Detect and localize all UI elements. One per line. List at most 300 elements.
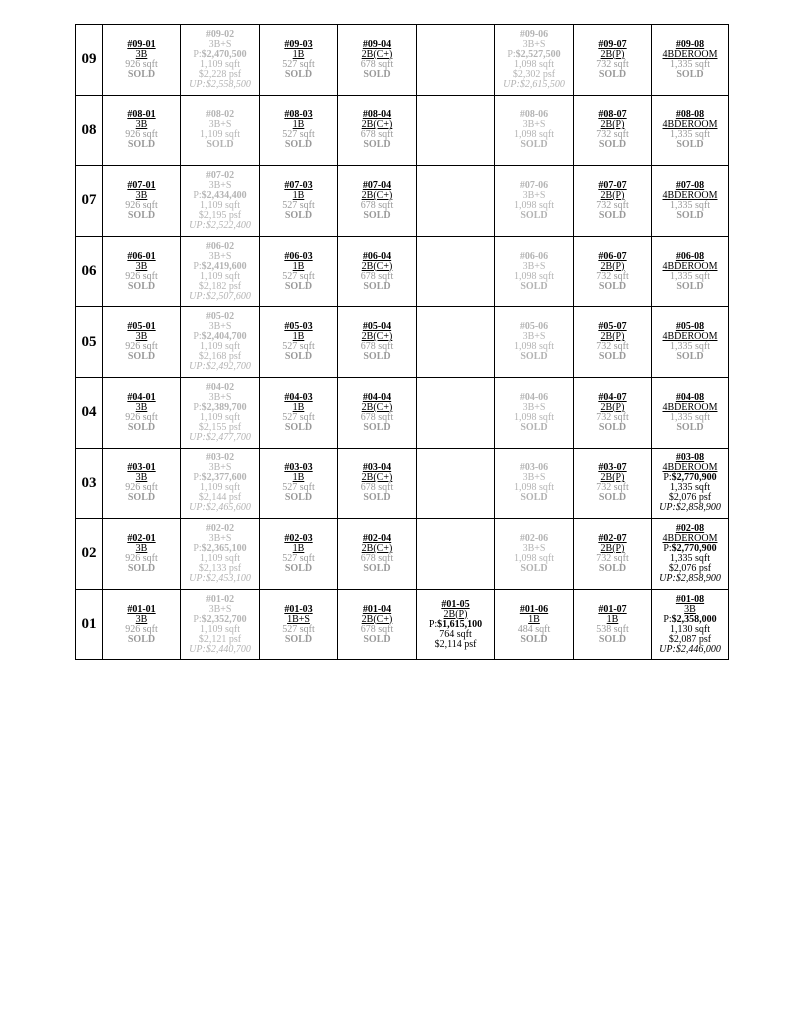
unit-area: 678 sqft: [360, 199, 394, 211]
unit-cell: [574, 519, 652, 590]
unit-upper-price: UP:$2,465,600: [189, 502, 251, 514]
unit-number: #02-08: [675, 522, 705, 534]
unit-type: 2B(C+): [361, 331, 393, 343]
unit-price: P:$2,358,000: [663, 613, 717, 625]
unit-price: P:$2,470,500: [193, 48, 247, 60]
unit-area: 527 sqft: [282, 411, 315, 423]
unit-cell: [495, 25, 574, 96]
unit-type: 2B(C+): [361, 472, 393, 484]
unit-type: 3B+S: [522, 38, 546, 50]
unit-psf: $2,121 psf: [198, 633, 242, 645]
unit-type: 2B(P): [600, 189, 625, 201]
unit-area: 732 sqft: [596, 129, 629, 141]
unit-type: 1B: [292, 542, 305, 554]
unit-area: 527 sqft: [282, 58, 315, 70]
unit-number: #04-02: [205, 381, 235, 393]
unit-cell: [338, 377, 417, 448]
unit-type: 1B: [292, 472, 305, 484]
unit-type: 2B(P): [443, 608, 468, 620]
unit-cell: [103, 377, 181, 448]
unit-type: 3B: [135, 542, 148, 554]
unit-area: 926 sqft: [125, 552, 158, 564]
unit-price: P:$2,770,900: [663, 472, 717, 484]
unit-psf: $2,133 psf: [198, 562, 242, 574]
unit-cell: [338, 589, 417, 660]
unit-cell: [260, 166, 338, 237]
sold-status: SOLD: [598, 562, 627, 574]
unit-cell: [181, 25, 260, 96]
unit-area: 732 sqft: [596, 199, 629, 211]
unit-area: 926 sqft: [125, 58, 158, 70]
unit-price: P:$2,419,600: [193, 260, 247, 272]
unit-area: 732 sqft: [596, 552, 629, 564]
unit-area: 678 sqft: [360, 129, 394, 141]
unit-number: #07-08: [675, 179, 705, 191]
sold-status: SOLD: [598, 421, 627, 433]
unit-cell: [495, 377, 574, 448]
floor-label: 09: [76, 25, 103, 96]
unit-type: 2B(C+): [361, 260, 393, 272]
unit-area: 538 sqft: [596, 623, 629, 635]
unit-type: 3B+S: [522, 331, 546, 343]
unit-number: #07-07: [598, 179, 627, 191]
unit-type: 4BDEROOM: [662, 48, 718, 60]
sold-status: SOLD: [363, 209, 391, 221]
unit-psf: $2,228 psf: [198, 68, 242, 80]
unit-area: 678 sqft: [360, 341, 394, 353]
unit-area: 1,109 sqft: [200, 341, 240, 353]
unit-number: #01-02: [205, 593, 235, 605]
sold-status: SOLD: [127, 351, 156, 363]
unit-type: 1B+S: [287, 613, 310, 625]
sold-status: SOLD: [363, 492, 391, 504]
unit-availability-table: [75, 24, 729, 660]
unit-area: 926 sqft: [125, 270, 158, 282]
sold-status: SOLD: [284, 351, 313, 363]
unit-number: #01-08: [675, 593, 705, 605]
unit-type: 3B+S: [208, 391, 232, 403]
unit-number: #04-04: [362, 391, 392, 403]
unit-number: #06-03: [284, 250, 313, 262]
unit-area: 678 sqft: [360, 58, 394, 70]
sold-status: SOLD: [363, 351, 391, 363]
unit-type: 3B: [135, 472, 148, 484]
floor-label: 06: [76, 236, 103, 307]
unit-price: P:$2,377,600: [193, 472, 247, 484]
unit-area: 1,098 sqft: [514, 270, 554, 282]
unit-cell: [574, 377, 652, 448]
floor-label: 02: [76, 519, 103, 590]
unit-cell: [652, 307, 729, 378]
unit-cell: [260, 448, 338, 519]
unit-cell: [652, 95, 729, 166]
unit-cell: [103, 589, 181, 660]
empty-unit-cell: [417, 236, 495, 307]
unit-number: #07-02: [205, 169, 235, 181]
floor-label: 08: [76, 95, 103, 166]
sold-status: SOLD: [520, 492, 548, 504]
sold-status: SOLD: [598, 492, 627, 504]
unit-cell: [103, 95, 181, 166]
unit-type: 1B: [292, 189, 305, 201]
unit-cell: [338, 519, 417, 590]
unit-cell: [103, 236, 181, 307]
sold-status: SOLD: [363, 68, 391, 80]
unit-number: #02-02: [205, 522, 235, 534]
unit-number: #08-02: [205, 109, 235, 121]
unit-type: 4BDEROOM: [662, 462, 718, 474]
unit-area: 732 sqft: [596, 58, 629, 70]
unit-number: #07-06: [519, 179, 549, 191]
unit-area: 1,109 sqft: [200, 552, 240, 564]
floor-row: [76, 95, 729, 166]
unit-area: 1,098 sqft: [514, 482, 554, 494]
unit-number: #09-06: [519, 28, 549, 40]
unit-cell: [260, 236, 338, 307]
unit-area: 732 sqft: [596, 341, 629, 353]
unit-area: 1,109 sqft: [200, 623, 240, 635]
empty-unit-cell: [417, 166, 495, 237]
unit-area: 1,335 sqft: [670, 482, 710, 494]
floor-row: [76, 448, 729, 519]
unit-cell: [181, 236, 260, 307]
floor-row: [76, 236, 729, 307]
sold-status: SOLD: [127, 139, 156, 151]
unit-type: 3B: [135, 613, 148, 625]
unit-psf: $2,168 psf: [198, 351, 242, 363]
unit-number: #03-08: [675, 452, 705, 464]
unit-type: 3B: [135, 119, 148, 131]
unit-number: #02-07: [598, 532, 627, 544]
unit-number: #08-03: [284, 109, 313, 121]
unit-cell: [417, 589, 495, 660]
unit-number: #09-02: [205, 28, 235, 40]
sold-status: SOLD: [676, 351, 704, 363]
unit-number: #08-01: [127, 109, 156, 121]
unit-area: 926 sqft: [125, 199, 158, 211]
unit-cell: [495, 519, 574, 590]
unit-area: 678 sqft: [360, 552, 394, 564]
unit-number: #09-01: [127, 38, 156, 50]
unit-number: #01-07: [598, 603, 627, 615]
unit-type: 3B+S: [522, 260, 546, 272]
unit-area: 926 sqft: [125, 623, 158, 635]
unit-type: 2B(C+): [361, 119, 393, 131]
unit-area: 926 sqft: [125, 129, 158, 141]
unit-cell: [652, 377, 729, 448]
unit-area: 527 sqft: [282, 199, 315, 211]
unit-area: 1,098 sqft: [514, 341, 554, 353]
unit-number: #06-06: [519, 250, 549, 262]
unit-number: #01-03: [284, 603, 313, 615]
sold-status: SOLD: [598, 351, 627, 363]
empty-unit-cell: [417, 25, 495, 96]
unit-number: #05-08: [675, 321, 705, 333]
unit-psf: $2,144 psf: [198, 492, 242, 504]
unit-type: 3B+S: [522, 189, 546, 201]
unit-type: 2B(C+): [361, 189, 393, 201]
floor-row: [76, 166, 729, 237]
unit-number: #02-04: [362, 532, 392, 544]
floor-row: [76, 25, 729, 96]
unit-type: 3B+S: [522, 542, 546, 554]
unit-area: 527 sqft: [282, 623, 315, 635]
unit-area: 678 sqft: [360, 623, 394, 635]
unit-upper-price: UP:$2,615,500: [503, 78, 565, 90]
floor-row: [76, 307, 729, 378]
unit-area: 732 sqft: [596, 270, 629, 282]
unit-cell: [103, 25, 181, 96]
sold-status: SOLD: [284, 209, 313, 221]
sold-status: SOLD: [284, 68, 313, 80]
unit-type: 2B(P): [600, 331, 625, 343]
empty-unit-cell: [417, 519, 495, 590]
unit-area: 1,098 sqft: [514, 129, 554, 141]
unit-psf: $2,114 psf: [434, 638, 477, 650]
unit-area: 1,335 sqft: [670, 129, 710, 141]
unit-upper-price: UP:$2,858,900: [659, 572, 721, 584]
unit-cell: [574, 236, 652, 307]
unit-number: #06-01: [127, 250, 156, 262]
unit-price: P:$2,352,700: [193, 613, 247, 625]
unit-cell: [338, 25, 417, 96]
unit-type: 3B+S: [208, 321, 232, 333]
unit-cell: [574, 448, 652, 519]
unit-type: 2B(P): [600, 542, 625, 554]
unit-cell: [181, 519, 260, 590]
unit-type: 4BDEROOM: [662, 260, 718, 272]
unit-type: 2B(C+): [361, 48, 393, 60]
unit-cell: [495, 95, 574, 166]
sold-status: SOLD: [676, 139, 704, 151]
sold-status: SOLD: [598, 280, 627, 292]
unit-number: #01-05: [441, 598, 470, 610]
sold-status: SOLD: [676, 280, 704, 292]
sold-status: SOLD: [127, 633, 156, 645]
unit-upper-price: UP:$2,858,900: [659, 502, 721, 514]
unit-area: 732 sqft: [596, 482, 629, 494]
unit-area: 1,109 sqft: [200, 129, 240, 141]
unit-area: 1,109 sqft: [200, 58, 240, 70]
unit-number: #04-07: [598, 391, 627, 403]
unit-upper-price: UP:$2,446,000: [659, 643, 721, 655]
floor-row: [76, 589, 729, 660]
unit-number: #03-04: [362, 462, 392, 474]
unit-psf: $2,195 psf: [198, 209, 242, 221]
unit-area: 1,335 sqft: [670, 552, 710, 564]
unit-area: 678 sqft: [360, 270, 394, 282]
unit-price: P:$2,404,700: [193, 331, 247, 343]
sold-status: SOLD: [127, 68, 156, 80]
unit-area: 1,130 sqft: [670, 623, 710, 635]
unit-cell: [260, 307, 338, 378]
unit-cell: [181, 307, 260, 378]
sold-status: SOLD: [598, 209, 627, 221]
unit-cell: [495, 589, 574, 660]
unit-type: 3B+S: [208, 532, 232, 544]
unit-cell: [338, 166, 417, 237]
unit-cell: [338, 307, 417, 378]
unit-type: 3B: [135, 401, 148, 413]
unit-upper-price: UP:$2,507,600: [189, 290, 251, 302]
unit-cell: [260, 519, 338, 590]
unit-type: 2B(C+): [361, 613, 393, 625]
unit-cell: [103, 307, 181, 378]
sold-status: SOLD: [363, 280, 391, 292]
unit-number: #06-07: [598, 250, 627, 262]
unit-area: 527 sqft: [282, 270, 315, 282]
unit-area: 1,335 sqft: [670, 58, 710, 70]
sold-status: SOLD: [363, 421, 391, 433]
unit-price: P:$2,389,700: [193, 401, 247, 413]
unit-type: 3B+S: [208, 179, 232, 191]
unit-upper-price: UP:$2,477,700: [189, 431, 251, 443]
unit-number: #05-04: [362, 321, 392, 333]
unit-number: #06-08: [675, 250, 705, 262]
sold-status: SOLD: [363, 139, 391, 151]
sold-status: SOLD: [284, 421, 313, 433]
sold-status: SOLD: [284, 280, 313, 292]
unit-number: #01-01: [127, 603, 156, 615]
unit-area: 527 sqft: [282, 552, 315, 564]
unit-number: #03-06: [519, 462, 549, 474]
unit-type: 1B: [292, 48, 305, 60]
unit-area: 678 sqft: [360, 411, 394, 423]
unit-number: #08-06: [519, 109, 549, 121]
unit-price: P:$2,527,500: [507, 48, 561, 60]
unit-area: 1,098 sqft: [514, 58, 554, 70]
floor-label: 04: [76, 377, 103, 448]
unit-number: #09-04: [362, 38, 392, 50]
unit-number: #04-06: [519, 391, 549, 403]
unit-number: #03-01: [127, 462, 156, 474]
unit-cell: [495, 448, 574, 519]
unit-area: 926 sqft: [125, 341, 158, 353]
unit-number: #09-03: [284, 38, 313, 50]
unit-upper-price: UP:$2,558,500: [189, 78, 251, 90]
unit-number: #07-04: [362, 179, 392, 191]
empty-unit-cell: [417, 377, 495, 448]
sold-status: SOLD: [520, 562, 548, 574]
floor-label: 01: [76, 589, 103, 660]
unit-number: #05-06: [519, 321, 549, 333]
unit-price: P:$2,770,900: [663, 542, 717, 554]
sold-status: SOLD: [520, 421, 548, 433]
unit-number: #01-06: [519, 603, 549, 615]
unit-psf: $2,076 psf: [668, 562, 712, 574]
unit-type: 3B: [135, 189, 148, 201]
unit-cell: [260, 25, 338, 96]
unit-number: #02-03: [284, 532, 313, 544]
sold-status: SOLD: [206, 139, 234, 151]
unit-area: 732 sqft: [596, 411, 629, 423]
unit-number: #07-01: [127, 179, 156, 191]
floor-label: 07: [76, 166, 103, 237]
unit-area: 1,335 sqft: [670, 341, 710, 353]
unit-type: 4BDEROOM: [662, 401, 718, 413]
unit-type: 4BDEROOM: [662, 532, 718, 544]
unit-area: 1,335 sqft: [670, 270, 710, 282]
unit-price: P:$2,365,100: [193, 542, 247, 554]
unit-type: 3B: [135, 48, 148, 60]
sold-status: SOLD: [520, 633, 548, 645]
unit-area: 1,098 sqft: [514, 552, 554, 564]
unit-number: #09-08: [675, 38, 705, 50]
unit-type: 3B+S: [522, 472, 546, 484]
sold-status: SOLD: [520, 280, 548, 292]
unit-area: 1,109 sqft: [200, 270, 240, 282]
unit-type: 2B(P): [600, 48, 625, 60]
unit-type: 3B+S: [522, 119, 546, 131]
unit-area: 527 sqft: [282, 341, 315, 353]
unit-price: P:$2,434,400: [193, 189, 247, 201]
unit-number: #08-07: [598, 109, 627, 121]
unit-cell: [495, 236, 574, 307]
unit-cell: [495, 307, 574, 378]
unit-cell: [181, 95, 260, 166]
unit-type: 4BDEROOM: [662, 189, 718, 201]
unit-upper-price: UP:$2,440,700: [189, 643, 251, 655]
unit-area: 1,109 sqft: [200, 482, 240, 494]
sold-status: SOLD: [284, 492, 313, 504]
empty-unit-cell: [417, 448, 495, 519]
sold-status: SOLD: [127, 280, 156, 292]
unit-type: 4BDEROOM: [662, 331, 718, 343]
unit-psf: $2,182 psf: [198, 280, 242, 292]
unit-area: 1,335 sqft: [670, 411, 710, 423]
unit-number: #09-07: [598, 38, 627, 50]
unit-area: 926 sqft: [125, 411, 158, 423]
sold-status: SOLD: [284, 562, 313, 574]
unit-number: #01-04: [362, 603, 392, 615]
unit-area: 1,109 sqft: [200, 411, 240, 423]
unit-number: #04-08: [675, 391, 705, 403]
sold-status: SOLD: [127, 562, 156, 574]
unit-psf: $2,155 psf: [198, 421, 242, 433]
unit-price: P:$1,615,100: [428, 618, 483, 630]
sold-status: SOLD: [520, 139, 548, 151]
unit-type: 3B: [135, 331, 148, 343]
empty-unit-cell: [417, 95, 495, 166]
unit-cell: [652, 236, 729, 307]
unit-cell: [103, 448, 181, 519]
unit-number: #04-03: [284, 391, 313, 403]
unit-type: 2B(C+): [361, 542, 393, 554]
unit-cell: [574, 95, 652, 166]
unit-type: 3B+S: [208, 462, 232, 474]
floor-label: 03: [76, 448, 103, 519]
unit-type: 1B: [528, 613, 540, 625]
unit-type: 3B+S: [208, 250, 232, 262]
sold-status: SOLD: [676, 421, 704, 433]
unit-type: 3B+S: [208, 119, 232, 131]
unit-type: 2B(C+): [361, 401, 393, 413]
unit-type: 3B: [135, 260, 148, 272]
empty-unit-cell: [417, 307, 495, 378]
unit-number: #03-03: [284, 462, 313, 474]
unit-cell: [495, 166, 574, 237]
unit-type: 1B: [606, 613, 619, 625]
unit-area: 764 sqft: [439, 628, 472, 640]
unit-number: #05-02: [205, 311, 235, 323]
sold-status: SOLD: [363, 633, 391, 645]
unit-number: #08-08: [675, 109, 705, 121]
unit-number: #03-02: [205, 452, 235, 464]
unit-cell: [652, 589, 729, 660]
unit-area: 527 sqft: [282, 482, 315, 494]
sold-status: SOLD: [520, 209, 548, 221]
unit-number: #07-03: [284, 179, 313, 191]
